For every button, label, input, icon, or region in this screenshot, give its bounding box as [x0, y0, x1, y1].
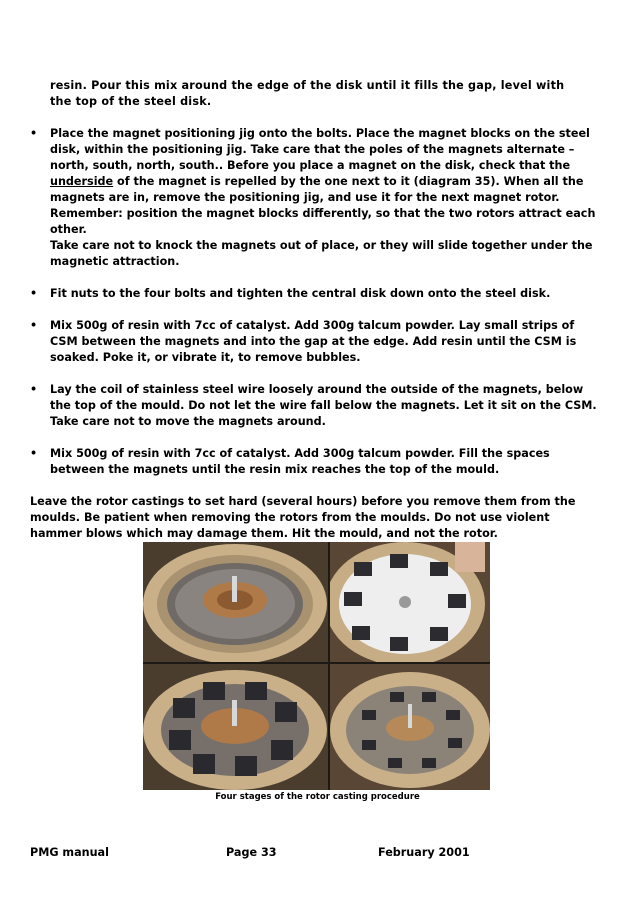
photo-stage-2-positioning-jig [330, 542, 490, 662]
bullet-marker: • [30, 127, 38, 140]
bullet-text: Place the magnet positioning jig onto the bolts. Place the magnet blocks on the steel disk, within the positioning jig. Take care that the poles of the magnets alternate – north, south, north, south.. Before you place a magnet on the disk, check that the underside of the magnet is repelled by the one next to it (diagram 35). When all the magnets are in, remove the positioning jig, and use it for the next magnet rotor. Remember: position the magnet blocks differently, so that the two rotors attract each other. Take care not to knock the magnets out of place, or they will slide together under the magnetic attraction. [50, 127, 596, 268]
continued-text-line-2: the top of the steel disk. [50, 95, 212, 108]
photo-caption: Four stages of the rotor casting procedure [215, 792, 420, 802]
footer-page-number: Page 33 [226, 846, 277, 859]
footer-date: February 2001 [378, 846, 470, 859]
photo-stage-1-mould [143, 542, 328, 662]
bullet-item-steel-wire [30, 382, 605, 430]
underlined-word: underside [50, 175, 114, 188]
bullet-text: Fit nuts to the four bolts and tighten the central disk down onto the steel disk. [50, 287, 551, 300]
bullet-item-magnet-placement [30, 126, 605, 270]
footer-left: PMG manual [30, 846, 109, 859]
photo-stage-3-magnets-on-disk [143, 664, 328, 790]
bullet-marker: • [30, 319, 38, 332]
bullet-marker: • [30, 447, 38, 460]
bullet-marker: • [30, 383, 38, 396]
rotor-casting-photos [143, 542, 490, 790]
photo-stage-4-resin-filled [330, 664, 490, 790]
closing-paragraph: Leave the rotor castings to set hard (several hours) before you remove them from the moulds. Be patient when removing the rotors from the moulds. Do not use violent hammer blows which may damage them. Hit the mould, and not the rotor. [30, 495, 576, 540]
bullet-item-fit-nuts [30, 286, 605, 302]
bullet-item-fill-spaces [30, 446, 605, 478]
bullet-text: Mix 500g of resin with 7cc of catalyst. Add 300g talcum powder. Lay small strips of CSM between the magnets and into the gap at the edge. Add resin until the CSM is soaked. Poke it, or vibrate it, to remove bubbles. [50, 319, 577, 364]
bullet-extra-note: Take care not to knock the magnets out of place, or they will slide together under the magnetic attraction. [50, 239, 593, 268]
continued-text-line-1: resin. Pour this mix around the edge of the disk until it fills the gap, level with [50, 79, 565, 92]
bullet-item-mix-resin-csm [30, 318, 605, 366]
bullet-text: Lay the coil of stainless steel wire loosely around the outside of the magnets, below the top of the mould. Do not let the wire fall below the magnets. Let it sit on the CSM. Take care not to move the magnets around. [50, 383, 597, 428]
bullet-marker: • [30, 287, 38, 300]
bullet-text: Mix 500g of resin with 7cc of catalyst. Add 300g talcum powder. Fill the spaces between the magnets until the resin mix reaches the top of the mould. [50, 447, 550, 476]
